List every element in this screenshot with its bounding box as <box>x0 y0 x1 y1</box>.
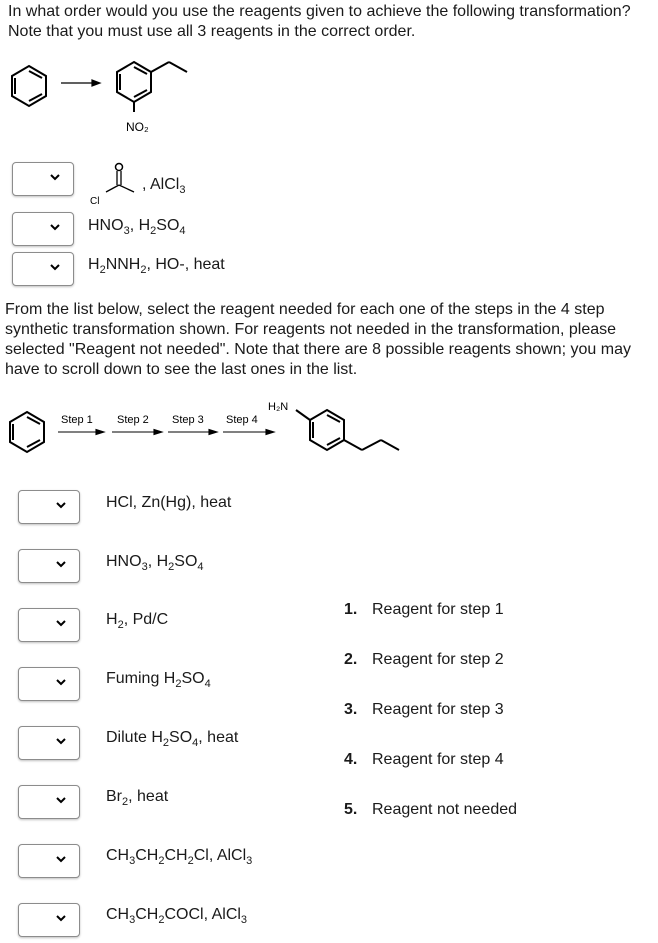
chevron-down-icon <box>54 557 68 571</box>
chevron-down-icon <box>54 852 68 866</box>
chevron-down-icon <box>48 220 62 234</box>
step-label-3: Step 3 <box>172 414 204 426</box>
product-structure <box>117 62 187 112</box>
q2-reagent-3: $H_2$, Pd/C <box>106 611 169 632</box>
option-label: Reagent for step 2 <box>372 651 504 668</box>
option-label: Reagent not needed <box>372 801 518 818</box>
q2-dropdown-2[interactable] <box>18 549 80 583</box>
q1-dropdown-2[interactable] <box>12 212 74 246</box>
option-number: 2. <box>344 651 358 668</box>
q2-reagent-6: $Br_2$, heat <box>106 788 169 809</box>
reaction-arrow <box>61 80 100 86</box>
question1-text: In what order would you use the reagents given to achieve the following transformation? Note that you must use all 3 reagents in the correct order. <box>8 3 631 40</box>
q1-reagent-3: $H_2NNH_2$, HO-, heat <box>88 256 225 277</box>
nitro-label: NO₂ <box>126 120 149 134</box>
product-structure <box>296 410 399 450</box>
acyl-chloride-structure <box>82 160 144 210</box>
q2-dropdown-6[interactable] <box>18 785 80 819</box>
option-number: 3. <box>344 701 358 718</box>
chevron-down-icon <box>54 734 68 748</box>
chevron-down-icon <box>54 616 68 630</box>
amine-label: H₂N <box>268 401 289 413</box>
q2-reagent-2: $HNO_3$, $H_2SO_4$ <box>106 553 204 574</box>
step-arrows <box>58 430 274 435</box>
option-item-2 <box>344 650 504 670</box>
chevron-down-icon <box>48 170 62 184</box>
q1-reagent-1: , AlCl$_3$ <box>142 176 186 197</box>
scheme2-diagram <box>0 392 420 462</box>
step-label-2: Step 2 <box>117 414 149 426</box>
q2-dropdown-3[interactable] <box>18 608 80 642</box>
benzene-structure <box>12 66 46 106</box>
chevron-down-icon <box>54 793 68 807</box>
chevron-down-icon <box>48 260 62 274</box>
option-number: 1. <box>344 601 358 618</box>
chevron-down-icon <box>54 498 68 512</box>
step-label-1: Step 1 <box>61 414 93 426</box>
carbonyl-oxygen <box>116 164 123 171</box>
question2-text: From the list below, select the reagent needed for each one of the steps in the 4 step synthetic transformation shown. For reagents not needed in the transformation, please selected "Reagent not needed". Note that there are 8 possible reagents shown; you may have to scroll down to see the last ones in the list. <box>5 301 631 378</box>
q2-reagent-1: HCl, Zn(Hg), heat <box>106 494 232 511</box>
option-item-5 <box>344 800 517 820</box>
q2-dropdown-7[interactable] <box>18 844 80 878</box>
option-number: 5. <box>344 801 358 818</box>
q2-dropdown-1[interactable] <box>18 490 80 524</box>
q2-dropdown-5[interactable] <box>18 726 80 760</box>
q2-reagent-8: $CH_3CH_2COCl$, AlCl$_3$ <box>106 906 248 927</box>
chevron-down-icon <box>54 911 68 925</box>
q2-reagent-5: Dilute $H_2SO_4$, heat <box>106 729 239 750</box>
q1-dropdown-1[interactable] <box>12 162 74 196</box>
option-label: Reagent for step 3 <box>372 701 504 718</box>
q1-dropdown-3[interactable] <box>12 252 74 286</box>
scheme1-diagram <box>0 50 210 140</box>
option-item-3 <box>344 700 504 720</box>
q2-reagent-4: Fuming $H_2SO_4$ <box>106 670 211 691</box>
q1-reagent-2: $HNO_3$, $H_2SO_4$ <box>88 217 186 238</box>
option-number: 4. <box>344 751 358 768</box>
step-label-4: Step 4 <box>226 414 258 426</box>
q2-dropdown-4[interactable] <box>18 667 80 701</box>
q2-reagent-7: $CH_3CH_2CH_2Cl$, AlCl$_3$ <box>106 847 253 868</box>
chlorine-label: Cl <box>90 196 100 207</box>
option-label: Reagent for step 4 <box>372 751 504 768</box>
chevron-down-icon <box>54 675 68 689</box>
benzene-structure <box>10 412 44 452</box>
option-item-4 <box>344 750 504 770</box>
option-item-1 <box>344 600 504 620</box>
option-label: Reagent for step 1 <box>372 601 504 618</box>
q2-dropdown-8[interactable] <box>18 903 80 937</box>
